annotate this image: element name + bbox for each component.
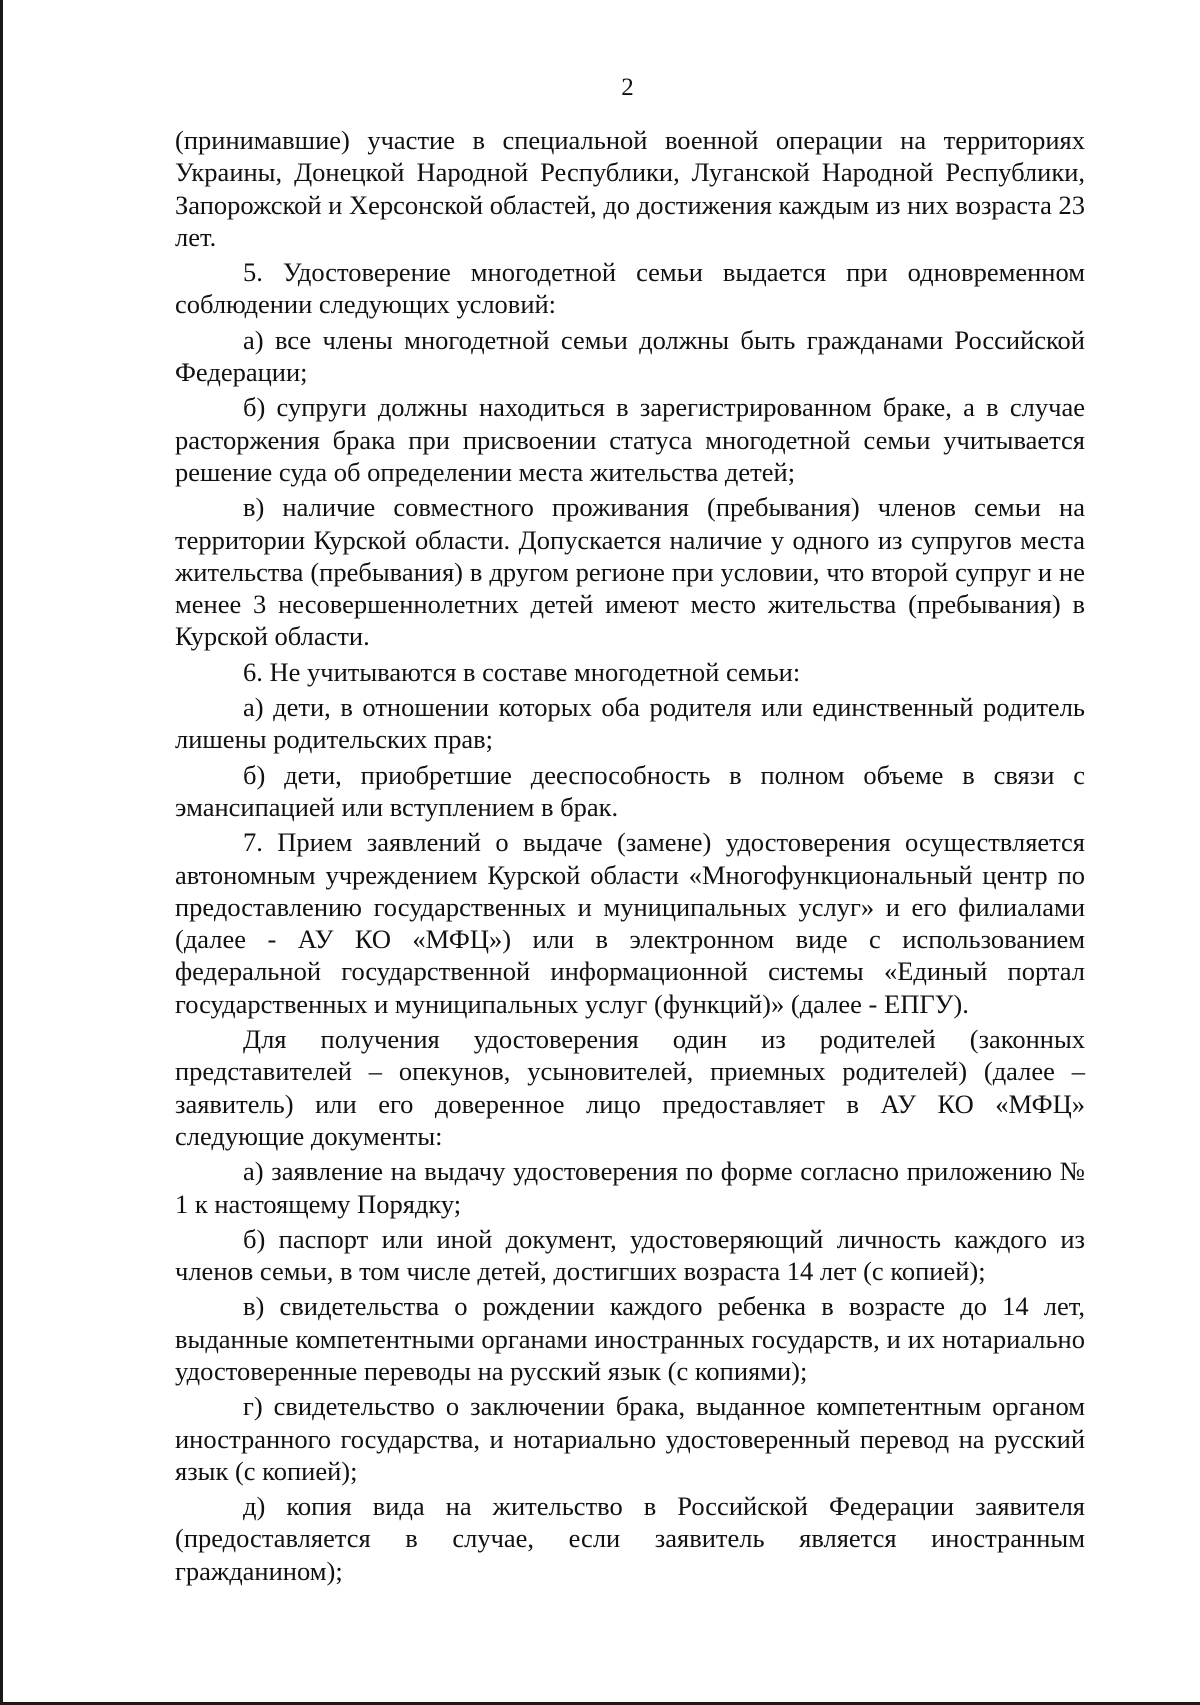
paragraph-document-g: г) свидетельство о заключении брака, выданное компетентным органом иностранного государства, и нотариально удостоверенный перевод на русский язык (с копией);: [175, 1391, 1085, 1486]
paragraph-item-5: 5. Удостоверение многодетной семьи выдается при одновременном соблюдении следующих условий:: [175, 257, 1085, 320]
paragraph-document-a: а) заявление на выдачу удостоверения по форме согласно приложению № 1 к настоящему Порядку;: [175, 1156, 1085, 1219]
paragraph-document-v: в) свидетельства о рождении каждого ребенка в возрасте до 14 лет, выданные компетентными органами иностранных государств, и их нотариально удостоверенные переводы на русский язык (с копиями);: [175, 1291, 1085, 1386]
paragraph-item-7: 7. Прием заявлений о выдаче (замене) удостоверения осуществляется автономным учреждением Курской области «Многофункциональный центр по предоставлению государственных и муниципальных услуг» и его филиалами (далее - АУ КО «МФЦ») или в электронном виде с использованием федеральной государственной информационной системы «Единый портал государственных и муниципальных услуг (функций)» (далее - ЕПГУ).: [175, 827, 1085, 1019]
paragraph-documents-intro: Для получения удостоверения один из родителей (законных представителей – опекунов, усыновителей, приемных родителей) (далее – заявитель) или его доверенное лицо предоставляет в АУ КО «МФЦ» следующие документы:: [175, 1024, 1085, 1151]
paragraph-item-5b: б) супруги должны находиться в зарегистрированном браке, а в случае расторжения брака при присвоении статуса многодетной семьи учитывается решение суда об определении места жительства детей;: [175, 392, 1085, 487]
paragraph-item-5a: а) все члены многодетной семьи должны быть гражданами Российской Федерации;: [175, 324, 1085, 388]
document-body: [175, 124, 1085, 1587]
paragraph-item-6: 6. Не учитываются в составе многодетной семьи:: [243, 656, 801, 687]
page-number: 2: [621, 74, 634, 101]
paragraph-item-5v: в) наличие совместного проживания (пребывания) членов семьи на территории Курской области. Допускается наличие у одного из супругов места жительства (пребывания) в другом регионе при условии, что второй супруг и не менее 3 несовершеннолетних детей имеют место жительства (пребывания) в Курской области.: [175, 492, 1085, 652]
paragraph-document-d: д) копия вида на жительство в Российской Федерации заявителя (предоставляется в случае, если заявитель является иностранным гражданином);: [175, 1491, 1085, 1586]
scan-left-border: [0, 0, 3, 1705]
paragraph-item-6a: а) дети, в отношении которых оба родителя или единственный родитель лишены родительских прав;: [175, 692, 1085, 755]
paragraph-document-b: б) паспорт или иной документ, удостоверяющий личность каждого из членов семьи, в том числе детей, достигших возраста 14 лет (с копией);: [175, 1223, 1085, 1287]
paragraph-item-6b: б) дети, приобретшие дееспособность в полном объеме в связи с эмансипацией или вступлением в брак.: [175, 759, 1085, 822]
paragraph-continuation: (принимавшие) участие в специальной военной операции на территориях Украины, Донецкой Народной Республики, Луганской Народной Республики, Запорожской и Херсонской областей, до достижения каждым из них возраста 23 лет.: [175, 125, 1085, 252]
